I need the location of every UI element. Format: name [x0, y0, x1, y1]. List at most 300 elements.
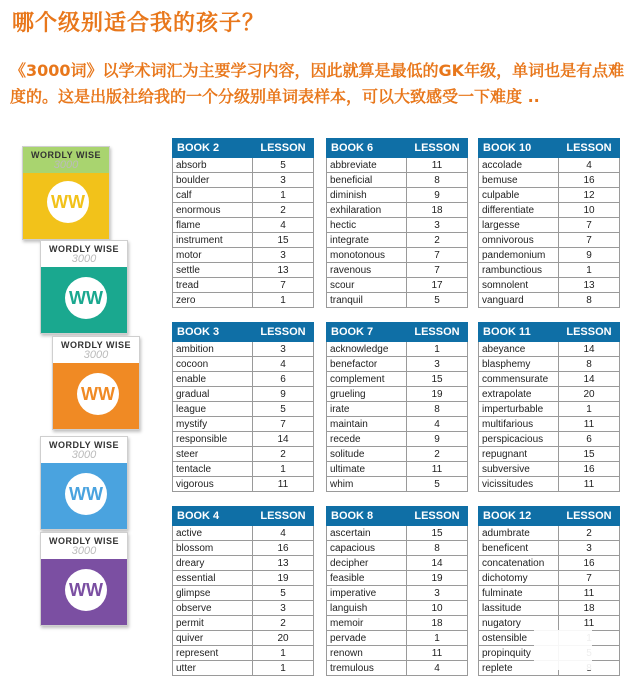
lesson-header: LESSON [407, 507, 468, 526]
book-series: 3000 [71, 449, 97, 461]
word-cell: languish [327, 601, 407, 616]
table-row [173, 357, 314, 372]
word-cell: calf [173, 188, 253, 203]
table-row [479, 158, 620, 173]
lesson-cell: 7 [407, 263, 468, 278]
book-logo: WW [65, 473, 107, 515]
table-row [173, 402, 314, 417]
word-cell: tranquil [327, 293, 407, 308]
book-header: BOOK 12 [479, 507, 559, 526]
table-row [173, 293, 314, 308]
word-cell: blasphemy [479, 357, 559, 372]
word-cell: vicissitudes [479, 477, 559, 492]
lesson-cell: 3 [253, 342, 314, 357]
lesson-cell: 11 [559, 417, 620, 432]
lesson-header: LESSON [253, 139, 314, 158]
word-cell: acknowledge [327, 342, 407, 357]
word-cell: tread [173, 278, 253, 293]
table-row [173, 158, 314, 173]
word-cell: fulminate [479, 586, 559, 601]
word-table [172, 506, 314, 676]
word-cell: steer [173, 447, 253, 462]
lesson-cell: 1 [407, 342, 468, 357]
book-brand: WORDLY WISE [48, 440, 119, 450]
book-header: BOOK 11 [479, 323, 559, 342]
word-cell: solitude [327, 447, 407, 462]
table-row [479, 432, 620, 447]
word-cell: utter [173, 661, 253, 676]
word-cell: decipher [327, 556, 407, 571]
word-cell: abbreviate [327, 158, 407, 173]
book-cover [22, 146, 110, 240]
word-cell: propinquity [479, 646, 559, 661]
table-row [479, 616, 620, 631]
lesson-cell: 1 [253, 188, 314, 203]
word-cell: renown [327, 646, 407, 661]
word-cell: flame [173, 218, 253, 233]
book-logo: WW [65, 277, 107, 319]
lesson-cell: 3 [407, 357, 468, 372]
table-row [173, 203, 314, 218]
lesson-cell: 19 [407, 571, 468, 586]
word-cell: commensurate [479, 372, 559, 387]
word-cell: instrument [173, 233, 253, 248]
table-row [479, 293, 620, 308]
word-cell: ravenous [327, 263, 407, 278]
word-table [478, 138, 620, 308]
page-title: 哪个级别适合我的孩子？ [12, 11, 266, 36]
table-row [173, 263, 314, 278]
word-cell: ostensible [479, 631, 559, 646]
lesson-cell: 1 [253, 462, 314, 477]
book-header: BOOK 7 [327, 323, 407, 342]
lesson-cell: 15 [559, 447, 620, 462]
table-row [173, 372, 314, 387]
word-cell: omnivorous [479, 233, 559, 248]
table-row [327, 278, 468, 293]
word-cell: glimpse [173, 586, 253, 601]
table-row [173, 233, 314, 248]
word-cell: integrate [327, 233, 407, 248]
lesson-cell: 16 [559, 556, 620, 571]
book-cover [52, 336, 140, 430]
lesson-cell: 5 [253, 402, 314, 417]
word-cell: tentacle [173, 462, 253, 477]
table-row [479, 387, 620, 402]
word-cell: imperturbable [479, 402, 559, 417]
table-row [327, 372, 468, 387]
lesson-cell: 2 [253, 447, 314, 462]
table-row [327, 203, 468, 218]
word-cell: grueling [327, 387, 407, 402]
lesson-cell: 14 [253, 432, 314, 447]
lesson-header: LESSON [407, 139, 468, 158]
table-row [327, 218, 468, 233]
word-cell: pandemonium [479, 248, 559, 263]
word-cell: rambunctious [479, 263, 559, 278]
table-row [173, 462, 314, 477]
table-row [479, 417, 620, 432]
table-row [173, 541, 314, 556]
table-row [173, 432, 314, 447]
book-covers [0, 140, 160, 686]
table-row [327, 526, 468, 541]
word-cell: permit [173, 616, 253, 631]
lesson-cell: 16 [559, 173, 620, 188]
word-cell: capacious [327, 541, 407, 556]
table-row [327, 631, 468, 646]
lesson-cell: 8 [559, 293, 620, 308]
lesson-header: LESSON [253, 323, 314, 342]
lesson-cell: 10 [407, 601, 468, 616]
lesson-cell: 8 [559, 357, 620, 372]
lesson-cell: 11 [407, 462, 468, 477]
lesson-cell: 10 [559, 203, 620, 218]
lesson-header: LESSON [559, 139, 620, 158]
word-cell: diminish [327, 188, 407, 203]
table-row [327, 571, 468, 586]
table-row [327, 263, 468, 278]
lesson-cell: 14 [559, 342, 620, 357]
word-cell: active [173, 526, 253, 541]
book-header: BOOK 2 [173, 139, 253, 158]
table-row [327, 541, 468, 556]
table-row [479, 218, 620, 233]
lesson-cell: 14 [559, 372, 620, 387]
table-row [479, 203, 620, 218]
lesson-cell: 5 [407, 293, 468, 308]
table-row [327, 586, 468, 601]
word-table [172, 322, 314, 492]
table-row [173, 477, 314, 492]
word-cell: whim [327, 477, 407, 492]
lesson-cell: 20 [559, 387, 620, 402]
book-header: BOOK 6 [327, 139, 407, 158]
word-cell: extrapolate [479, 387, 559, 402]
lesson-cell: 4 [407, 661, 468, 676]
table-row [173, 631, 314, 646]
lesson-cell: 1 [253, 661, 314, 676]
table-row [479, 601, 620, 616]
table-row [327, 477, 468, 492]
table-row [173, 278, 314, 293]
word-cell: responsible [173, 432, 253, 447]
word-cell: multifarious [479, 417, 559, 432]
table-row [173, 601, 314, 616]
lesson-cell: 6 [559, 432, 620, 447]
table-row [479, 233, 620, 248]
lesson-cell: 18 [559, 601, 620, 616]
table-row [479, 571, 620, 586]
word-cell: recede [327, 432, 407, 447]
table-row [479, 263, 620, 278]
lesson-cell: 8 [407, 541, 468, 556]
table-row [479, 462, 620, 477]
word-cell: abeyance [479, 342, 559, 357]
word-cell: somnolent [479, 278, 559, 293]
lesson-cell: 3 [407, 586, 468, 601]
lesson-cell: 2 [253, 203, 314, 218]
lesson-cell: 1 [407, 631, 468, 646]
lesson-cell: 9 [407, 188, 468, 203]
table-row [173, 342, 314, 357]
lesson-cell: 3 [559, 541, 620, 556]
table-row [479, 188, 620, 203]
lesson-header: LESSON [559, 507, 620, 526]
lesson-cell: 7 [253, 417, 314, 432]
word-cell: observe [173, 601, 253, 616]
lesson-cell: 18 [407, 616, 468, 631]
lesson-cell: 20 [253, 631, 314, 646]
lesson-cell: 1 [253, 293, 314, 308]
table-row [173, 173, 314, 188]
lesson-cell: 16 [253, 541, 314, 556]
word-cell: pervade [327, 631, 407, 646]
lesson-cell: 7 [407, 248, 468, 263]
table-row [173, 616, 314, 631]
table-row [327, 646, 468, 661]
book-header: BOOK 4 [173, 507, 253, 526]
word-cell: gradual [173, 387, 253, 402]
table-row [479, 342, 620, 357]
table-row [173, 417, 314, 432]
word-cell: accolade [479, 158, 559, 173]
lesson-cell: 2 [253, 616, 314, 631]
table-row [327, 616, 468, 631]
table-row [173, 646, 314, 661]
table-row [479, 586, 620, 601]
word-cell: repugnant [479, 447, 559, 462]
lesson-cell: 7 [253, 278, 314, 293]
word-cell: vanguard [479, 293, 559, 308]
lesson-header: LESSON [407, 323, 468, 342]
lesson-cell: 6 [253, 372, 314, 387]
word-cell: adumbrate [479, 526, 559, 541]
word-cell: nugatory [479, 616, 559, 631]
word-cell: concatenation [479, 556, 559, 571]
lesson-cell: 9 [253, 387, 314, 402]
lesson-cell: 16 [559, 462, 620, 477]
word-cell: ambition [173, 342, 253, 357]
word-cell: largesse [479, 218, 559, 233]
lesson-cell: 7 [559, 233, 620, 248]
lesson-cell: 1 [559, 263, 620, 278]
book-brand: WORDLY WISE [48, 536, 119, 546]
book-series: 3000 [71, 253, 97, 265]
table-row [173, 661, 314, 676]
lesson-cell: 3 [253, 601, 314, 616]
word-cell: imperative [327, 586, 407, 601]
word-cell: motor [173, 248, 253, 263]
table-row [327, 556, 468, 571]
word-cell: memoir [327, 616, 407, 631]
word-table [326, 322, 468, 492]
table-row [327, 447, 468, 462]
table-row [479, 357, 620, 372]
word-cell: ascertain [327, 526, 407, 541]
lesson-cell: 13 [253, 556, 314, 571]
word-table [478, 322, 620, 492]
word-table [326, 506, 468, 676]
lesson-header: LESSON [253, 507, 314, 526]
book-series: 3000 [83, 349, 109, 361]
table-row [327, 357, 468, 372]
word-cell: scour [327, 278, 407, 293]
lesson-cell: 2 [407, 447, 468, 462]
book-logo: WW [77, 373, 119, 415]
table-row [173, 218, 314, 233]
lesson-cell: 11 [559, 586, 620, 601]
word-cell: zero [173, 293, 253, 308]
table-row [479, 526, 620, 541]
word-table [172, 138, 314, 308]
book-logo: WW [65, 569, 107, 611]
lesson-cell: 4 [253, 218, 314, 233]
lesson-header: LESSON [559, 323, 620, 342]
lesson-cell: 11 [559, 616, 620, 631]
lesson-cell: 2 [559, 526, 620, 541]
word-cell: dreary [173, 556, 253, 571]
word-cell: benefactor [327, 357, 407, 372]
book-header: BOOK 10 [479, 139, 559, 158]
word-cell: represent [173, 646, 253, 661]
table-row [327, 188, 468, 203]
word-cell: culpable [479, 188, 559, 203]
lesson-cell: 13 [253, 263, 314, 278]
lesson-cell: 15 [253, 233, 314, 248]
word-cell: replete [479, 661, 559, 676]
word-cell: ultimate [327, 462, 407, 477]
lesson-cell: 8 [407, 173, 468, 188]
lesson-cell: 11 [253, 477, 314, 492]
lesson-cell: 4 [253, 357, 314, 372]
book-cover [40, 436, 128, 530]
lesson-cell: 9 [559, 248, 620, 263]
table-row [173, 526, 314, 541]
word-cell: monotonous [327, 248, 407, 263]
table-row [479, 402, 620, 417]
word-cell: maintain [327, 417, 407, 432]
table-row [327, 293, 468, 308]
table-row [327, 233, 468, 248]
book-series: 3000 [71, 545, 97, 557]
table-row [173, 556, 314, 571]
lesson-cell: 3 [253, 248, 314, 263]
table-row [327, 173, 468, 188]
word-cell: differentiate [479, 203, 559, 218]
word-cell: essential [173, 571, 253, 586]
word-cell: enable [173, 372, 253, 387]
table-row [173, 387, 314, 402]
word-cell: irate [327, 402, 407, 417]
lesson-cell: 8 [407, 402, 468, 417]
lesson-cell: 3 [407, 218, 468, 233]
word-cell: absorb [173, 158, 253, 173]
book-series: 3000 [53, 159, 79, 171]
lesson-cell: 9 [407, 432, 468, 447]
word-cell: hectic [327, 218, 407, 233]
word-cell: dichotomy [479, 571, 559, 586]
word-cell: beneficent [479, 541, 559, 556]
lesson-cell: 15 [407, 372, 468, 387]
table-row [479, 173, 620, 188]
word-cell: enormous [173, 203, 253, 218]
word-cell: mystify [173, 417, 253, 432]
table-row [479, 477, 620, 492]
word-cell: beneficial [327, 173, 407, 188]
lesson-cell: 13 [559, 278, 620, 293]
table-row [327, 387, 468, 402]
lesson-cell: 1 [253, 646, 314, 661]
table-row [479, 372, 620, 387]
lesson-cell: 11 [559, 477, 620, 492]
table-row [173, 571, 314, 586]
word-cell: league [173, 402, 253, 417]
intro-paragraph: 《3000词》以学术词汇为主要学习内容，因此就算是最低的GK年级，单词也是有点难度的。这是出版社给我的一个分级别单词表样本，可以大致感受一下难度 .. [10, 61, 625, 106]
book-cover [40, 532, 128, 626]
lesson-cell: 3 [253, 173, 314, 188]
lesson-cell: 5 [253, 158, 314, 173]
word-cell: quiver [173, 631, 253, 646]
lesson-cell: 17 [407, 278, 468, 293]
lesson-cell: 15 [407, 526, 468, 541]
table-row [327, 158, 468, 173]
table-row [173, 188, 314, 203]
table-row [327, 432, 468, 447]
lesson-cell: 4 [559, 158, 620, 173]
word-table [326, 138, 468, 308]
book-logo: WW [47, 181, 89, 223]
table-row [479, 248, 620, 263]
book-brand: WORDLY WISE [60, 340, 131, 350]
word-cell: lassitude [479, 601, 559, 616]
lesson-cell: 7 [559, 571, 620, 586]
word-cell: vigorous [173, 477, 253, 492]
table-row [173, 447, 314, 462]
book-cover [40, 240, 128, 334]
table-row [327, 248, 468, 263]
table-row [327, 417, 468, 432]
lesson-cell: 5 [253, 586, 314, 601]
table-row [327, 661, 468, 676]
word-cell: cocoon [173, 357, 253, 372]
lesson-cell: 19 [253, 571, 314, 586]
book-header: BOOK 3 [173, 323, 253, 342]
word-cell: blossom [173, 541, 253, 556]
book-brand: WORDLY WISE [30, 150, 101, 160]
word-cell: bemuse [479, 173, 559, 188]
word-cell: exhilaration [327, 203, 407, 218]
table-row [479, 541, 620, 556]
table-row [173, 586, 314, 601]
lesson-cell: 1 [559, 402, 620, 417]
lesson-cell: 18 [407, 203, 468, 218]
lesson-cell: 2 [407, 233, 468, 248]
book-header: BOOK 8 [327, 507, 407, 526]
word-cell: tremulous [327, 661, 407, 676]
table-row [479, 556, 620, 571]
lesson-cell: 5 [407, 477, 468, 492]
lesson-cell: 4 [407, 417, 468, 432]
word-cell: complement [327, 372, 407, 387]
lesson-cell: 19 [407, 387, 468, 402]
book-brand: WORDLY WISE [48, 244, 119, 254]
table-row [327, 601, 468, 616]
table-row [327, 462, 468, 477]
lesson-cell: 12 [559, 188, 620, 203]
word-cell: feasible [327, 571, 407, 586]
word-cell: boulder [173, 173, 253, 188]
